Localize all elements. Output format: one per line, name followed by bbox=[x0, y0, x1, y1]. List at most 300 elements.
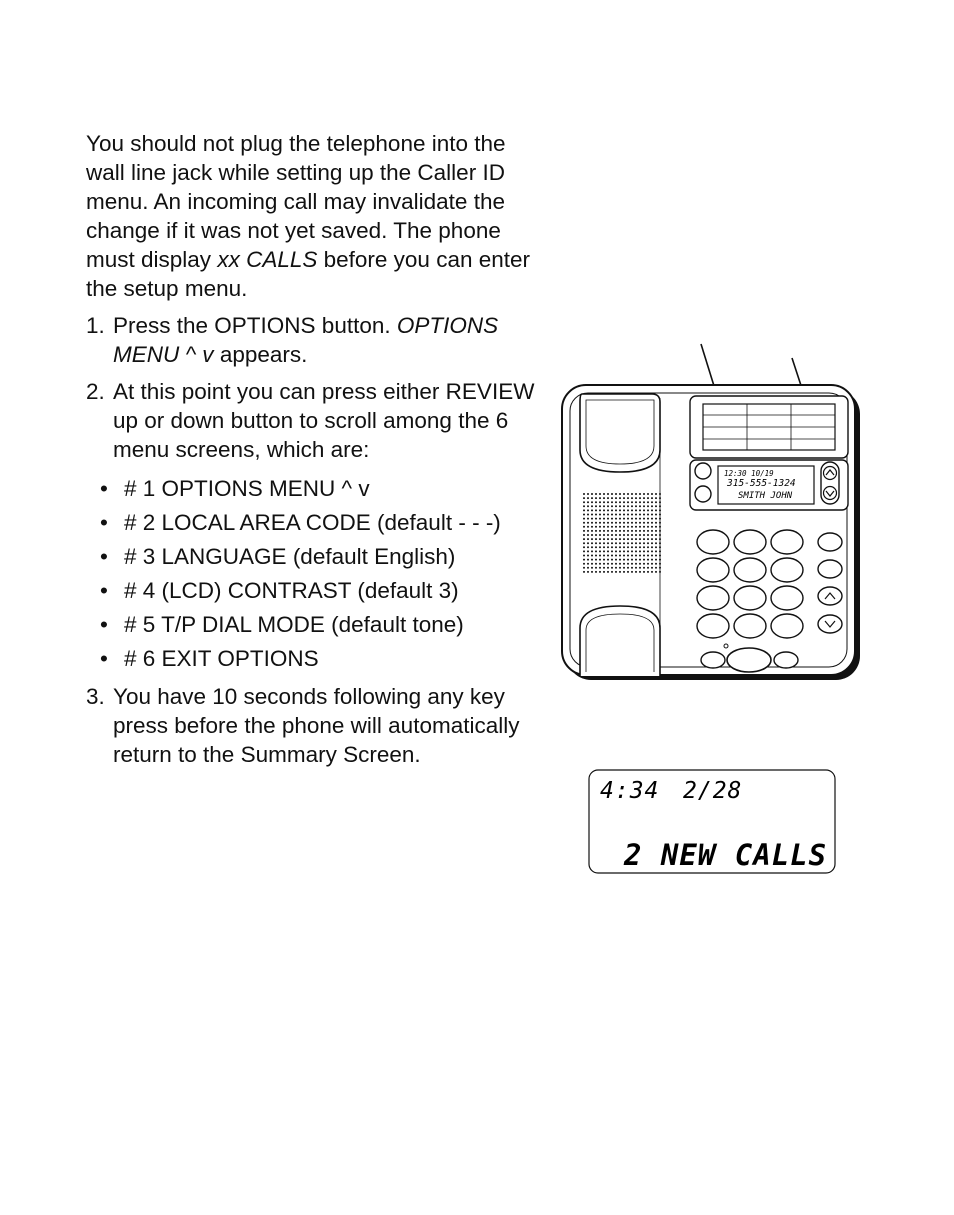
grille-dot bbox=[591, 526, 593, 528]
grille-dot bbox=[583, 550, 585, 552]
grille-dot bbox=[639, 555, 641, 557]
grille-dot bbox=[631, 559, 633, 561]
grille-dot bbox=[583, 530, 585, 532]
grille-dot bbox=[647, 538, 649, 540]
lcd-line-2: 315-555-1324 bbox=[727, 478, 796, 489]
list-item: • # 2 LOCAL AREA CODE (default - - -) bbox=[100, 510, 501, 535]
grille-dot bbox=[659, 526, 661, 528]
grille-dot bbox=[599, 509, 601, 511]
grille-dot bbox=[659, 563, 661, 565]
grille-dot bbox=[635, 538, 637, 540]
grille-dot bbox=[619, 518, 621, 520]
grille-dot bbox=[595, 542, 597, 544]
grille-dot bbox=[651, 497, 653, 499]
grille-dot bbox=[603, 567, 605, 569]
grille-dot bbox=[631, 522, 633, 524]
grille-dot bbox=[631, 526, 633, 528]
keypad-key[interactable] bbox=[771, 586, 803, 610]
list-item: • # 1 OPTIONS MENU ^ v bbox=[100, 476, 370, 501]
grille-dot bbox=[611, 522, 613, 524]
grille-dot bbox=[619, 555, 621, 557]
grille-dot bbox=[643, 542, 645, 544]
grille-dot bbox=[607, 505, 609, 507]
grille-dot bbox=[639, 522, 641, 524]
grille-dot bbox=[591, 518, 593, 520]
grille-dot bbox=[639, 534, 641, 536]
grille-dot bbox=[627, 546, 629, 548]
list-item: • # 3 LANGUAGE (default English) bbox=[100, 544, 456, 569]
grille-dot bbox=[591, 542, 593, 544]
grille-dot bbox=[651, 518, 653, 520]
grille-dot bbox=[619, 538, 621, 540]
grille-dot bbox=[631, 555, 633, 557]
grille-dot bbox=[599, 497, 601, 499]
grille-dot bbox=[611, 505, 613, 507]
grille-dot bbox=[591, 538, 593, 540]
grille-dot bbox=[643, 563, 645, 565]
grille-dot bbox=[623, 571, 625, 573]
grille-dot bbox=[615, 526, 617, 528]
grille-dot bbox=[639, 509, 641, 511]
grille-dot bbox=[595, 530, 597, 532]
grille-dot bbox=[603, 550, 605, 552]
grille-dot bbox=[623, 555, 625, 557]
grille-dot bbox=[647, 563, 649, 565]
grille-dot bbox=[635, 518, 637, 520]
grille-dot bbox=[595, 501, 597, 503]
grille-dot bbox=[615, 555, 617, 557]
grille-dot bbox=[631, 546, 633, 548]
grille-dot bbox=[587, 497, 589, 499]
grille-dot bbox=[647, 567, 649, 569]
grille-dot bbox=[655, 555, 657, 557]
grille-dot bbox=[583, 542, 585, 544]
grille-dot bbox=[607, 514, 609, 516]
grille-dot bbox=[591, 514, 593, 516]
grille-dot bbox=[611, 509, 613, 511]
grille-dot bbox=[611, 555, 613, 557]
list-item: • # 5 T/P DIAL MODE (default tone) bbox=[100, 612, 464, 637]
grille-dot bbox=[627, 530, 629, 532]
grille-dot bbox=[619, 497, 621, 499]
grille-dot bbox=[643, 550, 645, 552]
handset-top bbox=[580, 394, 660, 472]
grille-dot bbox=[631, 542, 633, 544]
grille-dot bbox=[611, 550, 613, 552]
flash-button[interactable] bbox=[701, 652, 725, 668]
grille-dot bbox=[627, 522, 629, 524]
grille-dot bbox=[615, 493, 617, 495]
volume-up-button[interactable] bbox=[818, 587, 842, 605]
grille-dot bbox=[639, 505, 641, 507]
grille-dot bbox=[611, 534, 613, 536]
grille-dot bbox=[615, 501, 617, 503]
grille-dot bbox=[607, 534, 609, 536]
grille-dot bbox=[635, 563, 637, 565]
grille-dot bbox=[611, 518, 613, 520]
grille-dot bbox=[587, 555, 589, 557]
grille-dot bbox=[643, 567, 645, 569]
grille-dot bbox=[647, 550, 649, 552]
lcd-detail-display bbox=[588, 769, 836, 874]
grille-dot bbox=[615, 497, 617, 499]
grille-dot bbox=[611, 571, 613, 573]
grille-dot bbox=[631, 567, 633, 569]
lcd-left-button-bottom[interactable] bbox=[695, 486, 711, 502]
grille-dot bbox=[623, 509, 625, 511]
grille-dot bbox=[587, 559, 589, 561]
grille-dot bbox=[591, 522, 593, 524]
grille-dot bbox=[587, 538, 589, 540]
grille-dot bbox=[655, 534, 657, 536]
grille-dot bbox=[655, 522, 657, 524]
grille-dot bbox=[607, 542, 609, 544]
grille-dot bbox=[599, 542, 601, 544]
grille-dot bbox=[607, 497, 609, 499]
grille-dot bbox=[623, 514, 625, 516]
grille-dot bbox=[631, 538, 633, 540]
grille-dot bbox=[655, 501, 657, 503]
lcd-line-3: SMITH JOHN bbox=[738, 491, 793, 501]
grille-dot bbox=[591, 497, 593, 499]
grille-dot bbox=[623, 493, 625, 495]
grille-dot bbox=[623, 559, 625, 561]
grille-dot bbox=[655, 530, 657, 532]
grille-dot bbox=[623, 546, 625, 548]
grille-dot bbox=[635, 514, 637, 516]
grille-dot bbox=[615, 542, 617, 544]
grille-dot bbox=[651, 522, 653, 524]
grille-dot bbox=[643, 522, 645, 524]
grille-dot bbox=[587, 563, 589, 565]
grille-dot bbox=[607, 501, 609, 503]
grille-dot bbox=[611, 559, 613, 561]
grille-dot bbox=[651, 555, 653, 557]
grille-dot bbox=[659, 518, 661, 520]
keypad-key[interactable] bbox=[771, 530, 803, 554]
keypad-key[interactable] bbox=[697, 586, 729, 610]
grille-dot bbox=[587, 514, 589, 516]
grille-dot bbox=[591, 567, 593, 569]
grille-dot bbox=[619, 563, 621, 565]
intro-paragraph: You should not plug the telephone into the wall line jack while setting up the Caller ID menu. An incoming call may invalidate the change if it was not yet saved. The phone must display xx CALLS before you can enter the setup menu. bbox=[86, 131, 530, 301]
grille-dot bbox=[659, 534, 661, 536]
grille-dot bbox=[655, 538, 657, 540]
grille-dot bbox=[623, 522, 625, 524]
grille-dot bbox=[595, 497, 597, 499]
grille-dot bbox=[591, 555, 593, 557]
grille-dot bbox=[607, 567, 609, 569]
grille-dot bbox=[595, 559, 597, 561]
grille-dot bbox=[651, 530, 653, 532]
grille-dot bbox=[655, 514, 657, 516]
grille-dot bbox=[639, 542, 641, 544]
grille-dot bbox=[583, 493, 585, 495]
grille-dot bbox=[615, 571, 617, 573]
keypad-key[interactable] bbox=[697, 530, 729, 554]
grille-dot bbox=[619, 522, 621, 524]
grille-dot bbox=[627, 534, 629, 536]
grille-dot bbox=[599, 505, 601, 507]
grille-dot bbox=[607, 538, 609, 540]
grille-dot bbox=[595, 518, 597, 520]
grille-dot bbox=[627, 567, 629, 569]
grille-dot bbox=[611, 514, 613, 516]
grille-dot bbox=[615, 505, 617, 507]
grille-dot bbox=[635, 509, 637, 511]
redial-button[interactable] bbox=[774, 652, 798, 668]
grille-dot bbox=[639, 501, 641, 503]
grille-dot bbox=[627, 505, 629, 507]
grille-dot bbox=[595, 567, 597, 569]
grille-dot bbox=[639, 571, 641, 573]
volume-down-button[interactable] bbox=[818, 615, 842, 633]
grille-dot bbox=[623, 550, 625, 552]
grille-dot bbox=[651, 501, 653, 503]
grille-dot bbox=[595, 526, 597, 528]
review-down-button[interactable] bbox=[824, 487, 837, 500]
grille-dot bbox=[583, 497, 585, 499]
grille-dot bbox=[647, 522, 649, 524]
grille-dot bbox=[639, 538, 641, 540]
grille-dot bbox=[595, 563, 597, 565]
grille-dot bbox=[615, 567, 617, 569]
grille-dot bbox=[647, 526, 649, 528]
grille-dot bbox=[607, 571, 609, 573]
grille-dot bbox=[591, 571, 593, 573]
grille-dot bbox=[635, 571, 637, 573]
grille-dot bbox=[619, 550, 621, 552]
speaker-button[interactable] bbox=[727, 648, 771, 672]
grille-dot bbox=[619, 530, 621, 532]
grille-dot bbox=[619, 509, 621, 511]
grille-dot bbox=[587, 571, 589, 573]
function-button-1[interactable] bbox=[818, 533, 842, 551]
grille-dot bbox=[615, 559, 617, 561]
grille-dot bbox=[627, 550, 629, 552]
grille-dot bbox=[603, 497, 605, 499]
grille-dot bbox=[591, 534, 593, 536]
grille-dot bbox=[631, 518, 633, 520]
grille-dot bbox=[603, 526, 605, 528]
grille-dot bbox=[623, 518, 625, 520]
grille-dot bbox=[635, 534, 637, 536]
grille-dot bbox=[615, 550, 617, 552]
grille-dot bbox=[651, 493, 653, 495]
grille-dot bbox=[655, 542, 657, 544]
grille-dot bbox=[603, 509, 605, 511]
grille-dot bbox=[639, 514, 641, 516]
grille-dot bbox=[639, 497, 641, 499]
list-item: • # 6 EXIT OPTIONS bbox=[100, 646, 319, 671]
grille-dot bbox=[643, 538, 645, 540]
handset-bottom bbox=[580, 606, 660, 676]
grille-dot bbox=[623, 497, 625, 499]
grille-dot bbox=[659, 493, 661, 495]
lcd-line-1: 12:30 10/19 bbox=[724, 469, 774, 478]
grille-dot bbox=[615, 563, 617, 565]
grille-dot bbox=[607, 563, 609, 565]
grille-dot bbox=[591, 505, 593, 507]
grille-dot bbox=[583, 522, 585, 524]
grille-dot bbox=[607, 509, 609, 511]
grille-dot bbox=[647, 505, 649, 507]
grille-dot bbox=[643, 526, 645, 528]
grille-dot bbox=[603, 571, 605, 573]
grille-dot bbox=[595, 538, 597, 540]
instruction-text bbox=[86, 129, 546, 777]
grille-dot bbox=[611, 530, 613, 532]
grille-dot bbox=[651, 526, 653, 528]
grille-dot bbox=[631, 509, 633, 511]
grille-dot bbox=[587, 546, 589, 548]
step-2: 2. At this point you can press either REVIEW up or down button to scroll among the 6 menu screens, which are: bbox=[86, 379, 535, 462]
grille-dot bbox=[627, 559, 629, 561]
grille-dot bbox=[635, 559, 637, 561]
grille-dot bbox=[599, 534, 601, 536]
grille-dot bbox=[651, 550, 653, 552]
grille-dot bbox=[583, 563, 585, 565]
grille-dot bbox=[627, 555, 629, 557]
steps-list-continued bbox=[86, 682, 546, 769]
grille-dot bbox=[635, 497, 637, 499]
lcd-message: 2 NEW CALLS bbox=[624, 838, 828, 872]
grille-dot bbox=[627, 493, 629, 495]
grille-dot bbox=[635, 567, 637, 569]
grille-dot bbox=[643, 534, 645, 536]
keypad-key[interactable] bbox=[771, 614, 803, 638]
grille-dot bbox=[639, 546, 641, 548]
grille-dot bbox=[651, 567, 653, 569]
grille-dot bbox=[587, 522, 589, 524]
grille-dot bbox=[615, 530, 617, 532]
grille-dot bbox=[615, 514, 617, 516]
grille-dot bbox=[647, 559, 649, 561]
grille-dot bbox=[627, 501, 629, 503]
grille-dot bbox=[607, 555, 609, 557]
steps-list bbox=[86, 311, 546, 464]
grille-dot bbox=[635, 550, 637, 552]
grille-dot bbox=[623, 534, 625, 536]
grille-dot bbox=[635, 505, 637, 507]
grille-dot bbox=[639, 518, 641, 520]
grille-dot bbox=[647, 530, 649, 532]
grille-dot bbox=[587, 526, 589, 528]
grille-dot bbox=[651, 546, 653, 548]
grille-dot bbox=[583, 534, 585, 536]
step-1: 1. Press the OPTIONS button. OPTIONS MENU ^ v appears. bbox=[86, 313, 499, 367]
grille-dot bbox=[587, 567, 589, 569]
grille-dot bbox=[659, 542, 661, 544]
grille-dot bbox=[619, 526, 621, 528]
grille-dot bbox=[623, 505, 625, 507]
grille-dot bbox=[587, 534, 589, 536]
grille-dot bbox=[611, 538, 613, 540]
lcd-left-button-top[interactable] bbox=[695, 463, 711, 479]
keypad-key[interactable] bbox=[734, 558, 766, 582]
grille-dot bbox=[599, 526, 601, 528]
grille-dot bbox=[631, 497, 633, 499]
grille-dot bbox=[611, 497, 613, 499]
grille-dot bbox=[591, 501, 593, 503]
keypad-key[interactable] bbox=[734, 530, 766, 554]
grille-dot bbox=[599, 501, 601, 503]
keypad-key[interactable] bbox=[734, 586, 766, 610]
grille-dot bbox=[619, 534, 621, 536]
grille-dot bbox=[623, 563, 625, 565]
grille-dot bbox=[591, 509, 593, 511]
grille-dot bbox=[643, 571, 645, 573]
grille-dot bbox=[619, 567, 621, 569]
grille-dot bbox=[599, 563, 601, 565]
grille-dot bbox=[631, 534, 633, 536]
grille-dot bbox=[639, 567, 641, 569]
grille-dot bbox=[623, 542, 625, 544]
grille-dot bbox=[647, 571, 649, 573]
keypad-key[interactable] bbox=[697, 558, 729, 582]
grille-dot bbox=[595, 493, 597, 495]
grille-dot bbox=[607, 522, 609, 524]
grille-dot bbox=[599, 538, 601, 540]
keypad-key[interactable] bbox=[697, 614, 729, 638]
grille-dot bbox=[615, 509, 617, 511]
grille-dot bbox=[583, 505, 585, 507]
grille-dot bbox=[651, 505, 653, 507]
grille-dot bbox=[595, 505, 597, 507]
function-button-2[interactable] bbox=[818, 560, 842, 578]
grille-dot bbox=[655, 497, 657, 499]
grille-dot bbox=[595, 509, 597, 511]
grille-dot bbox=[619, 571, 621, 573]
grille-dot bbox=[631, 505, 633, 507]
grille-dot bbox=[615, 518, 617, 520]
grille-dot bbox=[643, 530, 645, 532]
grille-dot bbox=[611, 563, 613, 565]
grille-dot bbox=[651, 563, 653, 565]
grille-dot bbox=[647, 493, 649, 495]
grille-dot bbox=[655, 493, 657, 495]
grille-dot bbox=[631, 501, 633, 503]
grille-dot bbox=[603, 530, 605, 532]
grille-dot bbox=[603, 546, 605, 548]
grille-dot bbox=[635, 542, 637, 544]
grille-dot bbox=[659, 497, 661, 499]
grille-dot bbox=[603, 563, 605, 565]
grille-dot bbox=[639, 563, 641, 565]
keypad-key[interactable] bbox=[771, 558, 803, 582]
grille-dot bbox=[655, 526, 657, 528]
grille-dot bbox=[643, 505, 645, 507]
keypad-key[interactable] bbox=[734, 614, 766, 638]
grille-dot bbox=[595, 555, 597, 557]
grille-dot bbox=[603, 534, 605, 536]
grille-dot bbox=[587, 505, 589, 507]
review-up-button[interactable] bbox=[824, 467, 837, 480]
grille-dot bbox=[643, 546, 645, 548]
grille-dot bbox=[603, 555, 605, 557]
grille-dot bbox=[587, 530, 589, 532]
grille-dot bbox=[583, 555, 585, 557]
grille-dot bbox=[595, 546, 597, 548]
grille-dot bbox=[635, 530, 637, 532]
grille-dot bbox=[643, 555, 645, 557]
grille-dot bbox=[607, 530, 609, 532]
grille-dot bbox=[631, 530, 633, 532]
grille-dot bbox=[599, 550, 601, 552]
grille-dot bbox=[647, 501, 649, 503]
grille-dot bbox=[643, 509, 645, 511]
grille-dot bbox=[591, 530, 593, 532]
